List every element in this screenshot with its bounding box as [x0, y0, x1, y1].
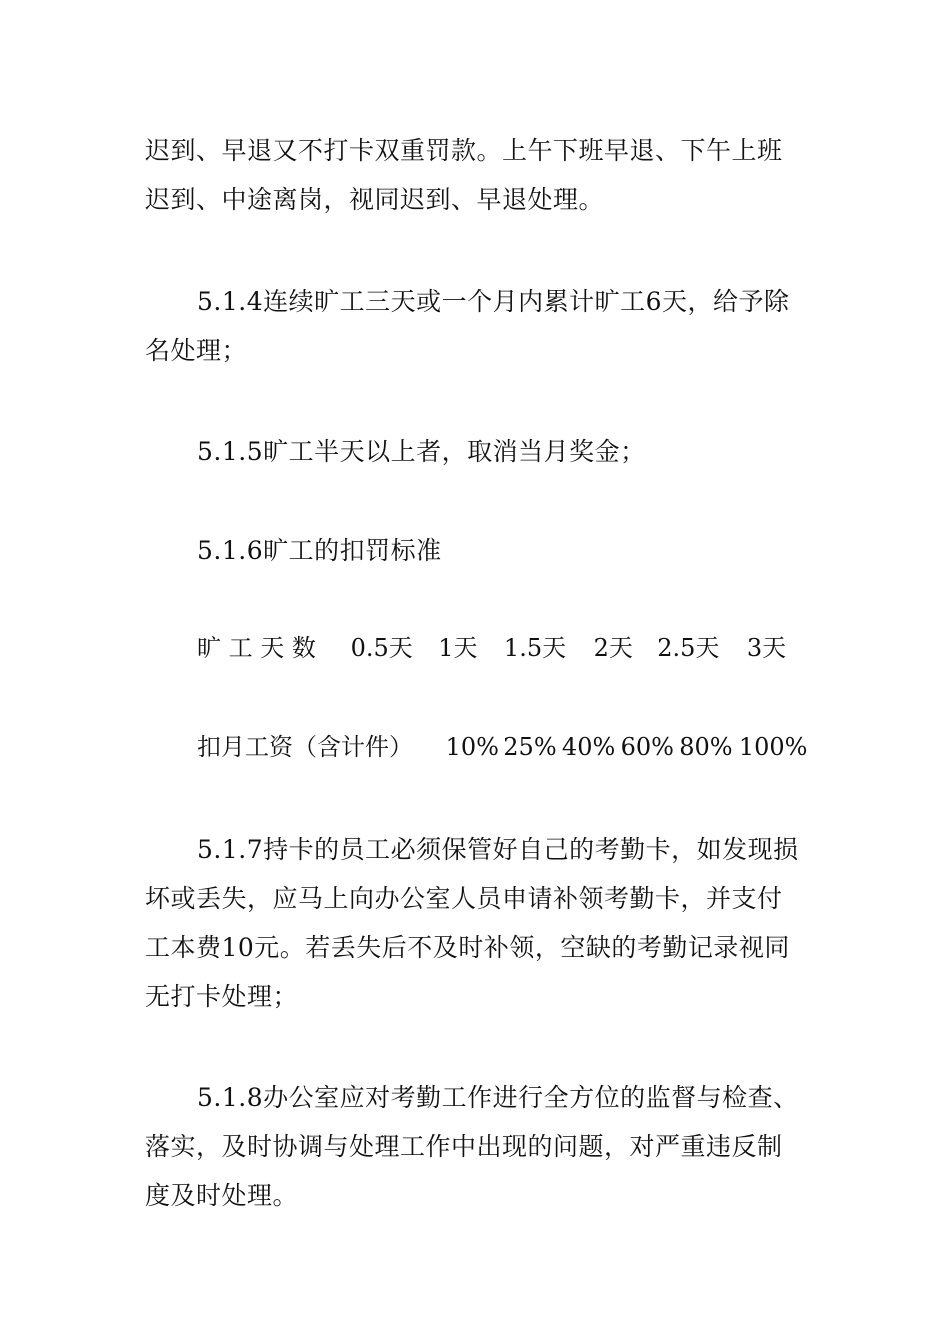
- paragraph-line: 5.1.8办公室应对考勤工作进行全方位的监督与检查、: [197, 1083, 799, 1112]
- paragraph-line: 迟到、早退又不打卡双重罚款。上午下班早退、下午上班: [145, 136, 783, 165]
- days-cell: 2天: [593, 634, 633, 662]
- paragraph-line: 工本费10元。若丢失后不及时补领，空缺的考勤记录视同: [145, 933, 790, 962]
- paragraph-line: 度及时处理。: [145, 1181, 299, 1210]
- paragraph-late-early: [145, 126, 810, 224]
- deduction-cell: 10%: [445, 733, 499, 761]
- paragraph-5-1-7: [145, 825, 810, 1021]
- deduction-cell: 60%: [620, 733, 674, 761]
- deduction-cell: 100%: [738, 733, 808, 761]
- paragraph-line: 迟到、中途离岗，视同迟到、早退处理。: [145, 185, 605, 214]
- penalty-days-row: [197, 628, 817, 668]
- paragraph-line: 落实，及时协调与处理工作中出现的问题，对严重违反制: [145, 1132, 783, 1161]
- paragraph-5-1-8: [145, 1073, 810, 1220]
- paragraph-line: 坏或丢失，应马上向办公室人员申请补领考勤卡，并支付: [145, 884, 783, 913]
- deduction-cell: 80%: [679, 733, 733, 761]
- days-cell: 3天: [746, 634, 787, 662]
- days-cell: 1.5天: [503, 634, 567, 662]
- paragraph-line: 5.1.5旷工半天以上者，取消当月奖金；: [197, 437, 646, 466]
- paragraph-line: 5.1.7持卡的员工必须保管好自己的考勤卡，如发现损: [197, 835, 799, 864]
- paragraph-line: 无打卡处理；: [145, 982, 299, 1011]
- paragraph-line: 5.1.6旷工的扣罚标准: [197, 536, 442, 565]
- days-cell: 1天: [438, 634, 478, 662]
- paragraph-5-1-5: [145, 427, 810, 476]
- days-cell: 2.5天: [657, 634, 720, 662]
- paragraph-line: 名处理；: [145, 336, 248, 365]
- paragraph-5-1-6: [145, 526, 810, 575]
- days-cell: 0.5天: [350, 634, 413, 662]
- deduction-label: 扣月工资（含计件）: [197, 733, 413, 761]
- paragraph-5-1-4: [145, 277, 810, 375]
- paragraph-line: 5.1.4连续旷工三天或一个月内累计旷工6天，给予除: [197, 287, 790, 316]
- days-label: 旷 工 天 数: [197, 634, 316, 662]
- deduction-cell: 40%: [561, 733, 616, 761]
- deduction-cell: 25%: [503, 733, 557, 761]
- penalty-deduction-row: [197, 727, 817, 767]
